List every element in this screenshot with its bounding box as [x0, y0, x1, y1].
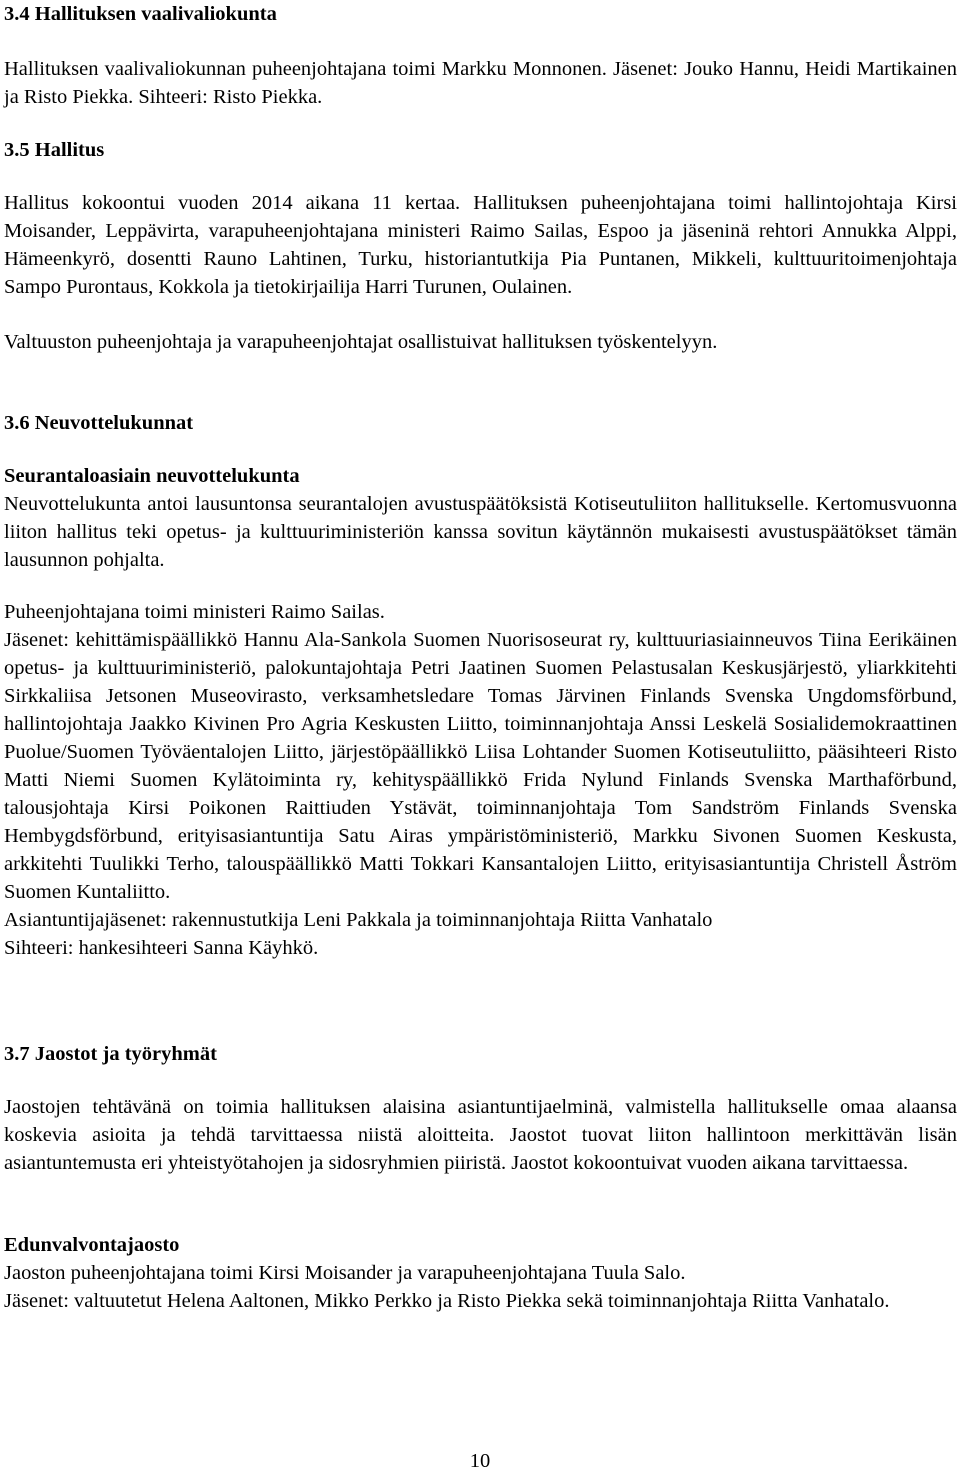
section-heading: 3.5 Hallitus: [4, 139, 105, 161]
section-3-5-body: [4, 189, 957, 301]
members-paragraph: Jäsenet: valtuutetut Helena Aaltonen, Mikko Perkko ja Risto Piekka sekä toiminnanjohtaja Riitta Vanhatalo.: [4, 1290, 890, 1312]
section-heading: 3.6 Neuvottelukunnat: [4, 412, 194, 434]
chair-line: Jaoston puheenjohtajana toimi Kirsi Moisander ja varapuheenjohtajana Tuula Salo.: [4, 1262, 686, 1284]
section-3-7: [4, 1040, 957, 1068]
paragraph: Valtuuston puheenjohtaja ja varapuheenjohtajat osallistuivat hallituksen työskentelyyn.: [4, 331, 718, 353]
section-3-5: [4, 136, 957, 164]
section-3-4: [4, 0, 957, 28]
section-3-6-committee: [4, 598, 957, 962]
experts-line: Asiantuntijajäsenet: rakennustutkija Leni Pakkala ja toiminnanjohtaja Riitta Vanhatalo: [4, 909, 713, 931]
subsection-heading: Seurantaloasiain neuvottelukunta: [4, 465, 300, 487]
section-3-7-body: [4, 1093, 957, 1177]
section-3-7-subcommittee: [4, 1231, 957, 1315]
section-3-5-note: [4, 328, 957, 356]
page-number: 10: [469, 1450, 491, 1472]
paragraph: Hallitus kokoontui vuoden 2014 aikana 11 kertaa. Hallituksen puheenjohtajana toimi hallintojohtaja Kirsi Moisander, Leppävirta, varapuheenjohtajana ministeri Raimo Sailas, Espoo ja jäseninä rehtori Annukka Alppi, Hämeenkyrö, dosentti Rauno Lahtinen, Turku, historiantutkija Pia Puntanen, Mikkeli, kulttuuritoimenjohtaja Sampo Purontaus, Kokkola ja tietokirjailija Harri Turunen, Oulainen.: [4, 192, 957, 298]
paragraph: Hallituksen vaalivaliokunnan puheenjohtajana toimi Markku Monnonen. Jäsenet: Jouko Hannu, Heidi Martikainen ja Risto Piekka. Sihteeri: Risto Piekka.: [4, 58, 957, 108]
paragraph: Jaostojen tehtävänä on toimia hallituksen alaisina asiantuntijaelminä, valmistella hallitukselle omaa alaansa koskevia asioita ja tehdä tarvittaessa niistä aloitteita. Jaostot tuovat liiton hallintoon merkittävän lisän asiantuntemusta eri yhteistyötahojen ja sidosryhmien piiristä. Jaostot kokoontuivat vuoden aikana tarvittaessa.: [4, 1096, 957, 1174]
paragraph: Neuvottelukunta antoi lausuntonsa seurantalojen avustuspäätöksistä Kotiseutuliiton hallitukselle. Kertomusvuonna liiton hallitus teki opetus- ja kulttuuriministeriön kanssa sovitun käytännön mukaisesti avustuspäätökset tämän lausunnon pohjalta.: [4, 493, 957, 571]
section-heading: 3.4 Hallituksen vaalivaliokunta: [4, 3, 277, 25]
section-3-6-body: [4, 462, 957, 574]
section-3-4-body: [4, 55, 957, 111]
secretary-line: Sihteeri: hankesihteeri Sanna Käyhkö.: [4, 937, 319, 959]
section-3-6: [4, 409, 957, 437]
subsection-heading: Edunvalvontajaosto: [4, 1234, 180, 1256]
members-paragraph: Jäsenet: kehittämispäällikkö Hannu Ala-Sankola Suomen Nuorisoseurat ry, kulttuuriasiainneuvos Tiina Eerikäinen opetus- ja kulttuuriministeriö, palokuntajohtaja Petri Jaatinen Suomen Pelastusalan Keskusjärjestö, yliarkkitehti Sirkkaliisa Jetsonen Museovirasto, verksamhetsledare Tomas Järvinen Finlands Svenska Ungdomsförbund, hallintojohtaja Jaakko Kivinen Pro Agria Keskusten Liitto, toiminnanjohtaja Anssi Leskelä Sosialidemokraattinen Puolue/Suomen Työväentalojen Liitto, järjestöpäällikkö Liisa Lohtander Suomen Kotiseutuliitto, pääsihteeri Risto Matti Niemi Suomen Kylätoiminta ry, kehityspäällikkö Frida Nylund Finlands Svenska Marthaförbund, talousjohtaja Kirsi Poikonen Raittiuden Ystävät, toiminnanjohtaja Tom Sandström Finlands Svenska Hembygdsförbund, erityisasiantuntija Satu Airas ympäristöministeriö, Markku Sivonen Suomen Keskusta, arkkitehti Tuulikki Terho, talouspäällikkö Matti Tokkari Kansantalojen Liitto, erityisasiantuntija Christell Åström Suomen Kuntaliitto.: [4, 629, 957, 903]
chair-line: Puheenjohtajana toimi ministeri Raimo Sailas.: [4, 601, 385, 623]
section-heading: 3.7 Jaostot ja työryhmät: [4, 1043, 217, 1065]
